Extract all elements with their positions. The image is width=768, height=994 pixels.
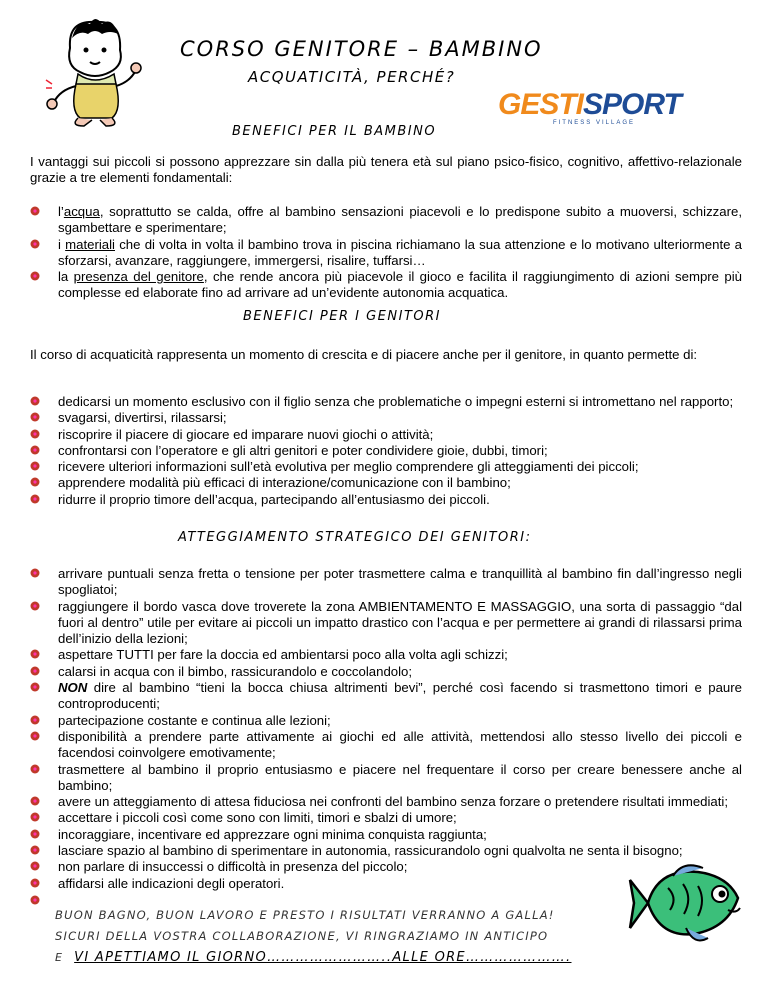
list-item: calarsi in acqua con il bimbo, rassicurandolo e coccolandolo; bbox=[30, 664, 742, 680]
page-subtitle: ACQUATICITÀ, PERCHÉ? bbox=[248, 68, 456, 86]
logo-text-sport: SPORT bbox=[583, 88, 681, 121]
fish-illustration bbox=[628, 858, 753, 953]
section2-list bbox=[30, 394, 742, 508]
flower-bullet-icon bbox=[30, 206, 40, 216]
logo-text-gesti: GESTI bbox=[498, 88, 584, 121]
section-heading-parents: BENEFICI PER I GENITORI bbox=[243, 309, 441, 324]
flower-bullet-icon bbox=[30, 429, 40, 439]
baby-illustration bbox=[40, 10, 145, 130]
list-item: partecipazione costante e continua alle lezioni; bbox=[30, 713, 742, 729]
flower-bullet-icon bbox=[30, 764, 40, 774]
flower-bullet-icon bbox=[30, 878, 40, 888]
flower-bullet-icon bbox=[30, 666, 40, 676]
list-item: lasciare spazio al bambino di sperimentare in autonomia, rassicurandolo ogni qualvolta ne senta il bisogno; bbox=[30, 843, 742, 859]
flower-bullet-icon bbox=[30, 396, 40, 406]
flower-bullet-icon bbox=[30, 494, 40, 504]
list-item: l’acqua, soprattutto se calda, offre al bambino sensazioni piacevoli e lo predispone subito a muoversi, schizzare, sgambettare e sperimentare; bbox=[30, 204, 742, 237]
flower-bullet-icon bbox=[30, 861, 40, 871]
closing-line-2: SICURI DELLA VOSTRA COLLABORAZIONE, VI RINGRAZIAMO IN ANTICIPO bbox=[55, 929, 549, 943]
flower-bullet-icon bbox=[30, 715, 40, 725]
flower-bullet-icon bbox=[30, 649, 40, 659]
list-item: svagarsi, divertirsi, rilassarsi; bbox=[30, 410, 742, 426]
list-item: affidarsi alle indicazioni degli operatori. bbox=[30, 876, 742, 892]
list-item: raggiungere il bordo vasca dove troverete la zona AMBIENTAMENTO E MASSAGGIO, una sorta di passaggio “dal fuori al dentro” utile per evitare ai piccoli un impatto drastico con l’acqua e per permettere ai grandi di rilassarsi prima dell’inizio della lezioni; bbox=[30, 599, 742, 648]
list-item: NON dire al bambino “tieni la bocca chiusa altrimenti bevi”, perché così facendo si trasmettono timori e paure controproducenti; bbox=[30, 680, 742, 713]
flower-bullet-icon bbox=[30, 239, 40, 249]
closing-line-1: BUON BAGNO, BUON LAVORO E PRESTO I RISULTATI VERRANNO A GALLA! bbox=[55, 908, 555, 922]
list-item: ricevere ulteriori informazioni sull’età evolutiva per meglio comprendere gli atteggiamenti dei piccoli; bbox=[30, 459, 742, 475]
section-heading-strategy: ATTEGGIAMENTO STRATEGICO DEI GENITORI: bbox=[178, 530, 532, 545]
flower-bullet-icon bbox=[30, 829, 40, 839]
list-item: accettare i piccoli così come sono con limiti, timori e sbalzi di umore; bbox=[30, 810, 742, 826]
flower-bullet-icon bbox=[30, 731, 40, 741]
flower-bullet-icon bbox=[30, 601, 40, 611]
flower-bullet-icon bbox=[30, 796, 40, 806]
flower-bullet-icon bbox=[30, 845, 40, 855]
list-item: apprendere modalità più efficaci di interazione/comunicazione con il bambino; bbox=[30, 475, 742, 491]
list-item: non parlare di insuccessi o difficoltà in presenza del piccolo; bbox=[30, 859, 742, 875]
logo-tagline: FITNESS VILLAGE bbox=[552, 120, 635, 126]
section2-intro: Il corso di acquaticità rappresenta un momento di crescita e di piacere anche per il genitore, in quanto permette di: bbox=[30, 347, 698, 362]
gestisport-logo bbox=[498, 88, 681, 130]
flower-bullet-icon bbox=[30, 477, 40, 487]
section1-list bbox=[30, 204, 742, 302]
closing-line-3-prefix: E bbox=[55, 951, 64, 964]
flower-bullet-icon bbox=[30, 568, 40, 578]
flower-bullet-icon bbox=[30, 271, 40, 281]
list-item: incoraggiare, incentivare ed apprezzare ogni minima conquista raggiunta; bbox=[30, 827, 742, 843]
flower-bullet-icon bbox=[30, 682, 40, 692]
flower-bullet-icon bbox=[30, 812, 40, 822]
list-item: ridurre il proprio timore dell’acqua, partecipando all’entusiasmo dei piccoli. bbox=[30, 492, 742, 508]
list-item: disponibilità a prendere parte attivamente ai giochi ed alle attività, mettendosi allo stesso livello dei piccoli e facendosi coinvolgere emotivamente; bbox=[30, 729, 742, 762]
list-item: aspettare TUTTI per fare la doccia ed ambientarsi poco alla volta agli schizzi; bbox=[30, 647, 742, 663]
flower-bullet-icon bbox=[30, 412, 40, 422]
list-item: i materiali che di volta in volta il bambino trova in piscina richiamano la sua attenzione e lo motivano ulteriormente a sforzarsi, avanzare, raggiungere, immergersi, risalire, tuffarsi… bbox=[30, 237, 742, 270]
list-item: dedicarsi un momento esclusivo con il figlio senza che problematiche o impegni esterni si intromettano nel rapporto; bbox=[30, 394, 742, 410]
flower-bullet-icon bbox=[30, 895, 40, 905]
closing-line-3-text: VI APETTIAMO IL GIORNO……………………..ALLE ORE…………………. bbox=[74, 950, 572, 965]
flower-bullet-icon bbox=[30, 445, 40, 455]
list-item: riscoprire il piacere di giocare ed imparare nuovi giochi o attività; bbox=[30, 427, 742, 443]
list-item: la presenza del genitore, che rende ancora più piacevole il gioco e facilita il raggiungimento di azioni sempre più complesse ed elaborate fino ad arrivare ad un’evidente autonomia acquatica. bbox=[30, 269, 742, 302]
list-item: avere un atteggiamento di attesa fiduciosa nei confronti del bambino senza forzare o pretendere risultati immediati; bbox=[30, 794, 742, 810]
closing-line-3 bbox=[55, 950, 571, 965]
section1-intro: I vantaggi sui piccoli si possono apprezzare sin dalla più tenera età sul piano psico-fisico, cognitivo, affettivo-relazionale grazie a tre elementi fondamentali: bbox=[30, 154, 742, 186]
section3-list bbox=[30, 566, 742, 892]
list-item: arrivare puntuali senza fretta o tensione per poter trasmettere calma e tranquillità al bambino fin dall’ingresso negli spogliatoi; bbox=[30, 566, 742, 599]
non-emphasis: NON bbox=[58, 680, 88, 696]
list-item: trasmettere al bambino il proprio entusiasmo e piacere nel frequentare il corso per creare benessere anche al bambino; bbox=[30, 762, 742, 795]
section-heading-child: BENEFICI PER IL BAMBINO bbox=[232, 124, 437, 139]
flower-bullet-icon bbox=[30, 461, 40, 471]
page-title: CORSO GENITORE – BAMBINO bbox=[180, 37, 543, 61]
list-item: confrontarsi con l’operatore e gli altri genitori e poter condividere gioie, dubbi, timori; bbox=[30, 443, 742, 459]
